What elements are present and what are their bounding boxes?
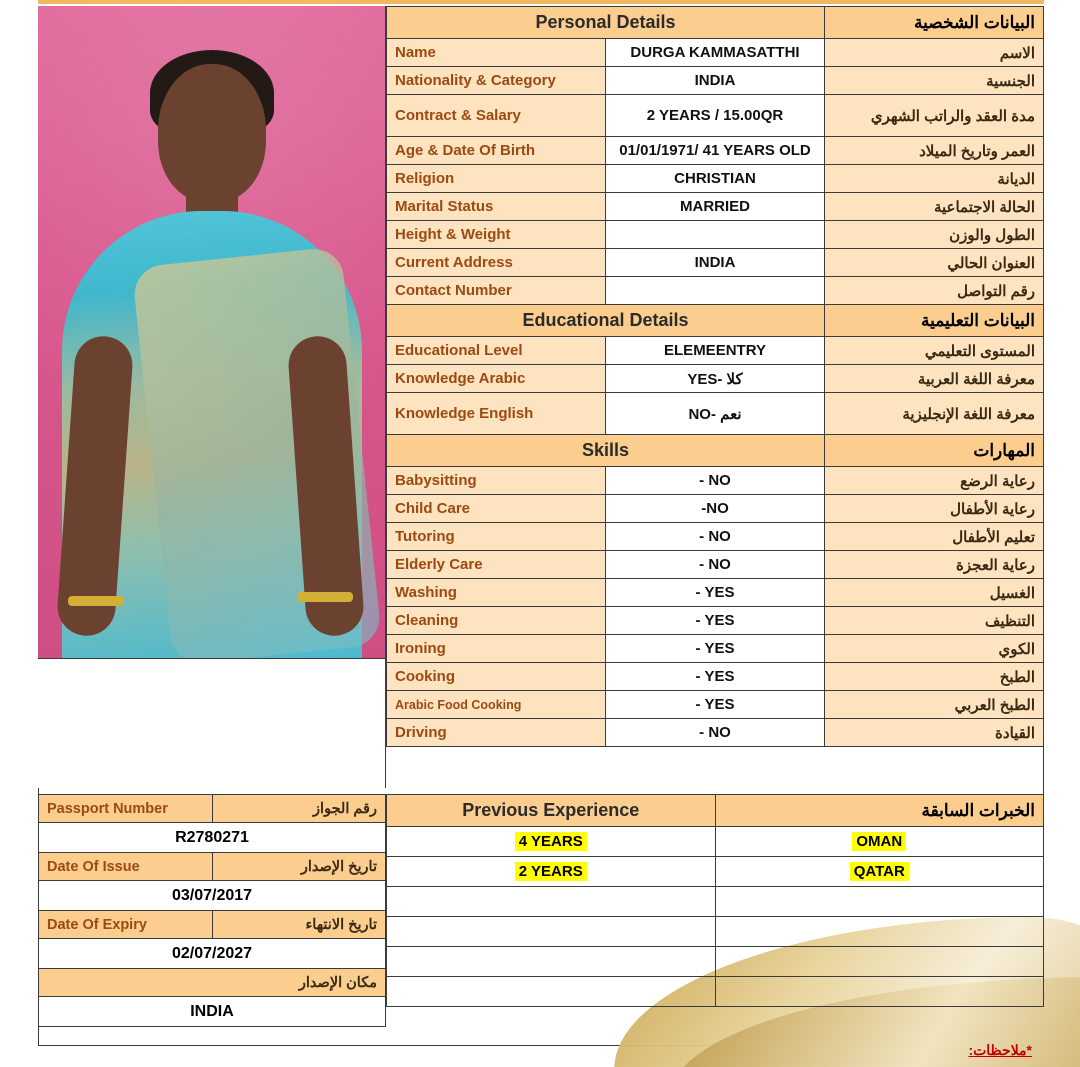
section-title-personal-en: Personal Details <box>387 7 825 39</box>
section-header-experience <box>387 795 1044 827</box>
table-row <box>387 635 1044 663</box>
table-row <box>387 551 1044 579</box>
experience-country-2-text: QATAR <box>850 862 909 881</box>
row-label-education-level: Educational Level <box>387 337 606 365</box>
row-arabic-child-care: رعاية الأطفال <box>825 495 1044 523</box>
photo-column <box>38 6 386 788</box>
row-label-driving: Driving <box>387 719 606 747</box>
passport-issue-value: 03/07/2017 <box>39 881 386 911</box>
row-value-contact <box>606 277 825 305</box>
passport-number-value: R2780271 <box>39 823 386 853</box>
passport-number-label: Passport Number <box>39 795 213 823</box>
row-arabic-height-weight: الطول والوزن <box>825 221 1044 249</box>
table-row <box>387 579 1044 607</box>
table-row <box>387 917 1044 947</box>
photo-blank-area <box>38 658 385 788</box>
table-row <box>39 853 386 881</box>
table-row <box>39 795 386 823</box>
row-value-ironing: - YES <box>606 635 825 663</box>
row-arabic-cleaning: التنظيف <box>825 607 1044 635</box>
section-title-educational-ar: البيانات التعليمية <box>825 305 1044 337</box>
row-value-arabic-food-cooking: - YES <box>606 691 825 719</box>
row-arabic-babysitting: رعاية الرضع <box>825 467 1044 495</box>
experience-years-6 <box>387 977 716 1007</box>
row-label-washing: Washing <box>387 579 606 607</box>
table-row <box>387 827 1044 857</box>
section-header-educational <box>387 305 1044 337</box>
applicant-photo <box>38 6 385 658</box>
row-value-religion: CHRISTIAN <box>606 165 825 193</box>
row-label-english-knowledge: Knowledge English <box>387 393 606 435</box>
passport-expiry-label-ar: تاريخ الانتهاء <box>212 911 386 939</box>
table-row <box>387 393 1044 435</box>
row-arabic-age: العمر وتاريخ الميلاد <box>825 137 1044 165</box>
row-value-washing: - YES <box>606 579 825 607</box>
experience-years-2 <box>387 857 716 887</box>
table-row <box>387 337 1044 365</box>
table-row <box>387 193 1044 221</box>
experience-country-4 <box>715 917 1044 947</box>
row-arabic-washing: الغسيل <box>825 579 1044 607</box>
experience-country-2 <box>715 857 1044 887</box>
row-value-cooking: - YES <box>606 663 825 691</box>
table-row <box>387 137 1044 165</box>
row-label-child-care: Child Care <box>387 495 606 523</box>
row-value-driving: - NO <box>606 719 825 747</box>
experience-years-3 <box>387 887 716 917</box>
row-arabic-driving: القيادة <box>825 719 1044 747</box>
experience-years-1 <box>387 827 716 857</box>
row-value-english-knowledge: NO- نعم <box>606 393 825 435</box>
table-row <box>387 887 1044 917</box>
table-row <box>387 467 1044 495</box>
row-arabic-nationality: الجنسية <box>825 67 1044 95</box>
table-row <box>387 249 1044 277</box>
photo-bangle-right <box>297 592 353 602</box>
row-label-arabic-knowledge: Knowledge Arabic <box>387 365 606 393</box>
row-value-height-weight <box>606 221 825 249</box>
passport-table <box>38 794 386 1027</box>
table-row <box>39 969 386 997</box>
row-label-elderly-care: Elderly Care <box>387 551 606 579</box>
photo-head-shape <box>158 64 266 202</box>
row-value-babysitting: - NO <box>606 467 825 495</box>
experience-country-6 <box>715 977 1044 1007</box>
notes-label: *ملاحظات: <box>968 1042 1032 1058</box>
row-arabic-name: الاسم <box>825 39 1044 67</box>
photo-bangle-left <box>68 596 124 606</box>
section-title-experience-en: Previous Experience <box>387 795 716 827</box>
table-row <box>387 495 1044 523</box>
row-label-address: Current Address <box>387 249 606 277</box>
row-label-cleaning: Cleaning <box>387 607 606 635</box>
row-label-age: Age & Date Of Birth <box>387 137 606 165</box>
row-value-nationality: INDIA <box>606 67 825 95</box>
row-value-cleaning: - YES <box>606 607 825 635</box>
section-header-skills <box>387 435 1044 467</box>
experience-country-5 <box>715 947 1044 977</box>
table-row <box>387 67 1044 95</box>
row-arabic-arabic-food-cooking: الطبخ العربي <box>825 691 1044 719</box>
details-column <box>386 6 1044 747</box>
section-title-educational-en: Educational Details <box>387 305 825 337</box>
top-accent-rule <box>38 0 1044 4</box>
row-arabic-address: العنوان الحالي <box>825 249 1044 277</box>
passport-expiry-value: 02/07/2027 <box>39 939 386 969</box>
row-label-name: Name <box>387 39 606 67</box>
row-arabic-ironing: الكوي <box>825 635 1044 663</box>
row-arabic-contract: مدة العقد والراتب الشهري <box>825 95 1044 137</box>
table-row <box>39 911 386 939</box>
experience-column <box>386 794 1044 1007</box>
experience-years-2-text: 2 YEARS <box>515 862 587 881</box>
upper-content <box>38 6 1044 788</box>
experience-years-5 <box>387 947 716 977</box>
row-value-child-care: -NO <box>606 495 825 523</box>
passport-place-label-ar: مكان الإصدار <box>39 969 386 997</box>
row-arabic-cooking: الطبخ <box>825 663 1044 691</box>
row-label-babysitting: Babysitting <box>387 467 606 495</box>
table-row <box>387 977 1044 1007</box>
experience-country-1 <box>715 827 1044 857</box>
row-value-tutoring: - NO <box>606 523 825 551</box>
experience-country-1-text: OMAN <box>852 832 906 851</box>
row-label-contract: Contract & Salary <box>387 95 606 137</box>
passport-number-label-ar: رقم الجواز <box>212 795 386 823</box>
table-row <box>387 221 1044 249</box>
row-value-marital: MARRIED <box>606 193 825 221</box>
table-row <box>39 823 386 853</box>
row-value-education-level: ELEMEENTRY <box>606 337 825 365</box>
previous-experience-table <box>386 794 1044 1007</box>
section-title-personal-ar: البيانات الشخصية <box>825 7 1044 39</box>
table-row <box>387 39 1044 67</box>
table-row <box>387 277 1044 305</box>
table-row <box>387 95 1044 137</box>
row-value-elderly-care: - NO <box>606 551 825 579</box>
row-arabic-elderly-care: رعاية العجزة <box>825 551 1044 579</box>
row-label-cooking: Cooking <box>387 663 606 691</box>
table-row <box>387 365 1044 393</box>
row-arabic-arabic-knowledge: معرفة اللغة العربية <box>825 365 1044 393</box>
table-row <box>387 947 1044 977</box>
row-value-age: 01/01/1971/ 41 YEARS OLD <box>606 137 825 165</box>
experience-years-1-text: 4 YEARS <box>515 832 587 851</box>
passport-place-value: INDIA <box>39 997 386 1027</box>
passport-expiry-label: Date Of Expiry <box>39 911 213 939</box>
row-arabic-english-knowledge: معرفة اللغة الإنجليزية <box>825 393 1044 435</box>
table-row <box>387 663 1044 691</box>
row-arabic-education-level: المستوى التعليمي <box>825 337 1044 365</box>
row-value-contract: 2 YEARS / 15.00QR <box>606 95 825 137</box>
passport-issue-label: Date Of Issue <box>39 853 213 881</box>
table-row <box>39 881 386 911</box>
row-value-arabic-knowledge: YES- كلا <box>606 365 825 393</box>
table-row <box>387 165 1044 193</box>
row-arabic-contact: رقم التواصل <box>825 277 1044 305</box>
section-title-experience-ar: الخبرات السابقة <box>715 795 1044 827</box>
experience-country-3 <box>715 887 1044 917</box>
row-label-marital: Marital Status <box>387 193 606 221</box>
row-label-tutoring: Tutoring <box>387 523 606 551</box>
table-row <box>39 939 386 969</box>
row-label-contact: Contact Number <box>387 277 606 305</box>
row-label-height-weight: Height & Weight <box>387 221 606 249</box>
experience-years-4 <box>387 917 716 947</box>
row-arabic-tutoring: تعليم الأطفال <box>825 523 1044 551</box>
section-header-personal <box>387 7 1044 39</box>
row-value-address: INDIA <box>606 249 825 277</box>
table-row <box>387 607 1044 635</box>
row-value-name: DURGA KAMMASATTHI <box>606 39 825 67</box>
row-arabic-marital: الحالة الاجتماعية <box>825 193 1044 221</box>
row-label-religion: Religion <box>387 165 606 193</box>
row-label-ironing: Ironing <box>387 635 606 663</box>
table-row <box>387 857 1044 887</box>
personal-details-table <box>386 6 1044 747</box>
table-row <box>387 719 1044 747</box>
passport-issue-label-ar: تاريخ الإصدار <box>212 853 386 881</box>
table-row <box>387 523 1044 551</box>
row-arabic-religion: الديانة <box>825 165 1044 193</box>
table-row <box>387 691 1044 719</box>
section-title-skills-ar: المهارات <box>825 435 1044 467</box>
section-title-skills-en: Skills <box>387 435 825 467</box>
table-row <box>39 997 386 1027</box>
passport-column <box>38 794 386 1027</box>
row-label-arabic-food-cooking: Arabic Food Cooking <box>387 691 606 719</box>
lower-content <box>38 794 1044 1027</box>
row-label-nationality: Nationality & Category <box>387 67 606 95</box>
